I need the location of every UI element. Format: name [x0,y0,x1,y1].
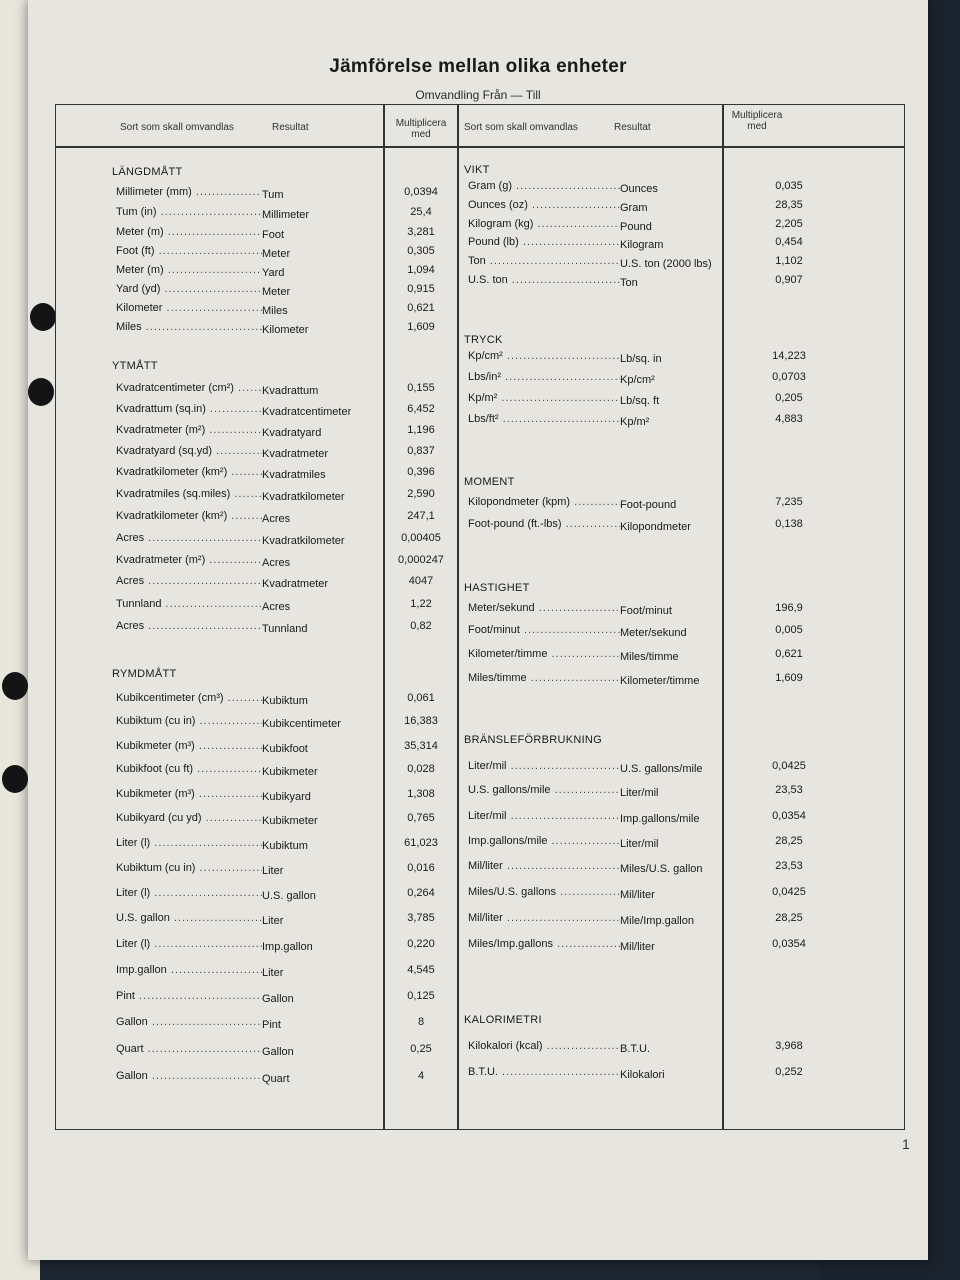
to-unit: Kubiktum [262,695,308,707]
from-unit: Liter/mil ..... [468,810,620,822]
to-unit: Kubikfoot [262,743,308,755]
conversion-row [116,912,283,927]
to-unit: Kilopondmeter [620,521,691,533]
from-unit: Miles/timme ..... [468,672,620,684]
from-unit: B.T.U. ..... [468,1066,620,1078]
multiplier-value: 0,00405 [401,532,441,544]
multiplier-value: 0,25 [410,1043,432,1055]
conversion-row [116,1070,290,1085]
from-unit: Acres ..... [116,620,262,632]
from-unit: Kvadratmeter (m²) ..... [116,424,262,436]
from-unit: U.S. ton ..... [468,274,620,286]
multiplier-value: 0,0354 [772,810,806,822]
to-unit: Foot [262,229,285,241]
punch-hole [30,303,56,331]
multiplier-value: 35,314 [404,740,438,752]
multiplier-value: 0,396 [407,466,435,478]
to-unit: Meter [262,248,291,260]
multiplier-value: 4,883 [775,413,803,425]
from-unit: Kvadratkilometer (km²) ..... [116,510,262,522]
to-unit: Kilometer [262,324,309,336]
multiplier-value: 0,0703 [772,371,806,383]
page-title: Jämförelse mellan olika enheter [329,56,627,77]
to-unit: Kvadratmeter [262,578,329,590]
to-unit: Acres [262,513,291,525]
header-divider [55,146,905,148]
conversion-row [116,938,313,953]
to-unit: Kilogram [620,239,664,251]
conversion-row [116,403,351,418]
conversion-row [116,532,345,547]
conversion-row [468,392,659,407]
conversion-row [116,990,294,1005]
multiplier-value: 4047 [408,575,434,587]
conversion-row [116,488,345,503]
multiplier-value: 0,0354 [772,938,806,950]
conversion-row [116,887,316,902]
conversion-row [468,255,712,270]
conversion-row [116,788,311,803]
from-unit: Liter (l) ..... [116,938,262,950]
multiplier-value: 23,53 [775,860,803,872]
conversion-row [116,862,283,877]
section-title: MOMENT [464,476,515,488]
to-unit: Pound [620,221,652,233]
punch-hole [2,765,28,793]
conversion-row [468,274,638,289]
conversion-row [116,554,290,569]
to-unit: Imp.gallons/mile [620,813,700,825]
header-resultat-left: Resultat [272,122,309,133]
to-unit: Kilokalori [620,1069,665,1081]
punch-hole [28,378,54,406]
multiplier-value: 28,25 [775,835,803,847]
multiplier-value: 0,061 [407,692,435,704]
conversion-row [116,264,284,279]
to-unit: Liter [262,865,284,877]
section-title: BRÄNSLEFÖRBRUKNING [464,734,603,746]
multiplier-value: 3,968 [775,1040,803,1052]
to-unit: Acres [262,601,291,613]
multiplier-value: 1,196 [407,424,435,436]
header-mult-left: Multiplicera med [395,118,447,140]
from-unit: Kubikcentimeter (cm³) ..... [116,692,262,704]
from-unit: Gallon ..... [116,1070,262,1082]
to-unit: Liter/mil [620,838,659,850]
multiplier-value: 1,22 [410,598,432,610]
from-unit: U.S. gallon ..... [116,912,262,924]
from-unit: Kilometer ..... [116,302,262,314]
from-unit: Miles/U.S. gallons ..... [468,886,620,898]
multiplier-value: 4 [417,1070,425,1082]
conversion-row [468,1040,650,1055]
from-unit: Kilometer/timme ..... [468,648,620,660]
multiplier-value: 0,252 [775,1066,803,1078]
to-unit: Kp/cm² [620,374,655,386]
document-page [28,0,928,1260]
from-unit: Liter (l) ..... [116,887,262,899]
to-unit: Kubikcentimeter [262,718,341,730]
conversion-row [468,413,649,428]
to-unit: U.S. ton (2000 lbs) [620,258,712,270]
conversion-row [116,245,290,260]
to-unit: Meter/sekund [620,627,687,639]
from-unit: Tum (in) ..... [116,206,262,218]
conversion-row [116,302,288,317]
to-unit: Ton [620,277,638,289]
multiplier-value: 0,028 [407,763,435,775]
multiplier-value: 8 [417,1016,425,1028]
from-unit: Kvadratcentimeter (cm²) ..... [116,382,262,394]
conversion-row [116,1016,281,1031]
to-unit: B.T.U. [620,1043,650,1055]
multiplier-value: 1,609 [775,672,803,684]
multiplier-value: 1,609 [407,321,435,333]
conversion-row [468,835,659,850]
from-unit: Imp.gallon ..... [116,964,262,976]
from-unit: Yard (yd) ..... [116,283,262,295]
conversion-row [116,763,318,778]
from-unit: Miles/Imp.gallons ..... [468,938,620,950]
multiplier-value: 1,308 [407,788,435,800]
from-unit: Pint ..... [116,990,262,1002]
conversion-row [468,938,655,953]
conversion-row [468,1066,665,1081]
from-unit: Tunnland ..... [116,598,262,610]
to-unit: Kvadratkilometer [262,535,345,547]
from-unit: Kubikmeter (m³) ..... [116,788,262,800]
punch-hole [2,672,28,700]
from-unit: Gallon ..... [116,1016,262,1028]
from-unit: Meter (m) ..... [116,264,262,276]
from-unit: Miles ..... [116,321,262,333]
from-unit: Kilopondmeter (kpm) ..... [468,496,620,508]
from-unit: Foot-pound (ft.-lbs) ..... [468,518,620,530]
conversion-row [116,186,284,201]
to-unit: Quart [262,1073,290,1085]
from-unit: Pound (lb) ..... [468,236,620,248]
conversion-row [116,283,290,298]
conversion-row [468,624,687,639]
multiplier-value: 0,621 [775,648,803,660]
to-unit: Lb/sq. in [620,353,662,365]
to-unit: Acres [262,557,291,569]
from-unit: Mil/liter ..... [468,912,620,924]
from-unit: Lbs/in² ..... [468,371,620,383]
conversion-row [116,598,290,613]
conversion-row [116,424,321,439]
to-unit: Miles/timme [620,651,679,663]
conversion-row [468,760,703,775]
conversion-row [116,692,308,707]
multiplier-value: 0,305 [407,245,435,257]
conversion-row [116,837,308,852]
multiplier-value: 61,023 [404,837,438,849]
to-unit: Kvadratmeter [262,448,329,460]
to-unit: Pint [262,1019,281,1031]
section-title: TRYCK [464,334,503,346]
to-unit: Liter [262,915,284,927]
page-number: 1 [902,1136,910,1152]
column-divider [457,104,459,1130]
conversion-row [116,740,308,755]
to-unit: Kubikmeter [262,815,318,827]
section-title: VIKT [464,164,490,176]
to-unit: Miles [262,305,288,317]
conversion-row [116,964,283,979]
conversion-row [116,321,308,336]
conversion-row [468,784,659,799]
multiplier-value: 0,000247 [398,554,444,566]
from-unit: Kubiktum (cu in) ..... [116,715,262,727]
multiplier-value: 0,016 [407,862,435,874]
from-unit: Acres ..... [116,575,262,587]
multiplier-value: 1,094 [407,264,435,276]
conversion-row [468,236,663,251]
conversion-row [116,382,318,397]
to-unit: Foot/minut [620,605,672,617]
multiplier-value: 16,383 [404,715,438,727]
conversion-row [468,371,655,386]
column-divider [722,104,724,1130]
multiplier-value: 0,035 [775,180,803,192]
from-unit: Kubikmeter (m³) ..... [116,740,262,752]
to-unit: U.S. gallons/mile [620,763,703,775]
conversion-row [468,810,699,825]
section-title: KALORIMETRI [464,1014,542,1026]
header-sort-right: Sort som skall omvandlas [464,122,578,133]
header-resultat-right: Resultat [614,122,651,133]
to-unit: Liter [262,967,284,979]
conversion-row [116,510,290,525]
from-unit: Liter (l) ..... [116,837,262,849]
from-unit: Kvadratkilometer (km²) ..... [116,466,262,478]
multiplier-value: 0,138 [775,518,803,530]
from-unit: Meter (m) ..... [116,226,262,238]
multiplier-value: 0,0425 [772,760,806,772]
to-unit: Yard [262,267,285,279]
section-title: HASTIGHET [464,582,530,594]
multiplier-value: 3,281 [407,226,435,238]
multiplier-value: 2,205 [775,218,803,230]
page-subtitle: Omvandling Från — Till [415,88,541,102]
from-unit: Kilokalori (kcal) ..... [468,1040,620,1052]
to-unit: Tum [262,189,284,201]
to-unit: Miles/U.S. gallon [620,863,703,875]
multiplier-value: 28,25 [775,912,803,924]
conversion-row [116,226,284,241]
multiplier-value: 3,785 [407,912,435,924]
column-divider [383,104,385,1130]
to-unit: Kubiktum [262,840,308,852]
section-title: LÄNGDMÅTT [112,166,183,178]
to-unit: Mil/liter [620,941,655,953]
from-unit: Kvadratmeter (m²) ..... [116,554,262,566]
multiplier-value: 0,454 [775,236,803,248]
from-unit: Millimeter (mm) ..... [116,186,262,198]
header-mult-right: Multiplicera med [731,110,783,132]
from-unit: Gram (g) ..... [468,180,620,192]
to-unit: Kubikyard [262,791,311,803]
conversion-row [468,602,672,617]
conversion-row [468,912,694,927]
multiplier-value: 7,235 [775,496,803,508]
to-unit: Gallon [262,1046,294,1058]
to-unit: Gram [620,202,648,214]
conversion-row [116,715,341,730]
multiplier-value: 196,9 [775,602,803,614]
from-unit: Ton ..... [468,255,620,267]
from-unit: Kp/cm² ..... [468,350,620,362]
from-unit: Imp.gallons/mile ..... [468,835,620,847]
multiplier-value: 0,0394 [404,186,438,198]
multiplier-value: 2,590 [407,488,435,500]
conversion-row [468,648,679,663]
conversion-row [468,350,662,365]
conversion-row [116,812,318,827]
multiplier-value: 0,205 [775,392,803,404]
from-unit: Kilogram (kg) ..... [468,218,620,230]
from-unit: Kubiktum (cu in) ..... [116,862,262,874]
to-unit: Kilometer/timme [620,675,700,687]
multiplier-value: 28,35 [775,199,803,211]
from-unit: Kvadrattum (sq.in) ..... [116,403,262,415]
from-unit: Foot (ft) ..... [116,245,262,257]
from-unit: Meter/sekund ..... [468,602,620,614]
multiplier-value: 0,125 [407,990,435,1002]
section-title: RYMDMÅTT [112,668,177,680]
conversion-row [116,445,328,460]
to-unit: Meter [262,286,291,298]
conversion-row [468,199,648,214]
multiplier-value: 0,765 [407,812,435,824]
to-unit: Ounces [620,183,658,195]
multiplier-value: 23,53 [775,784,803,796]
conversion-row [116,1043,294,1058]
multiplier-value: 25,4 [410,206,432,218]
conversion-row [116,575,328,590]
multiplier-value: 0,155 [407,382,435,394]
multiplier-value: 4,545 [407,964,435,976]
multiplier-value: 0,005 [775,624,803,636]
multiplier-value: 0,907 [775,274,803,286]
to-unit: Mile/Imp.gallon [620,915,694,927]
from-unit: Quart ..... [116,1043,262,1055]
to-unit: Kvadratkilometer [262,491,345,503]
to-unit: Kubikmeter [262,766,318,778]
multiplier-value: 0,837 [407,445,435,457]
to-unit: Liter/mil [620,787,659,799]
to-unit: Kvadratcentimeter [262,406,352,418]
conversion-row [468,496,676,511]
conversion-row [116,206,309,221]
multiplier-value: 14,223 [772,350,806,362]
multiplier-value: 0,220 [407,938,435,950]
to-unit: Gallon [262,993,294,1005]
from-unit: Acres ..... [116,532,262,544]
conversion-row [468,672,699,687]
multiplier-value: 0,915 [407,283,435,295]
to-unit: Millimeter [262,209,310,221]
conversion-row [116,466,326,481]
conversion-row [468,886,655,901]
conversion-row [116,620,307,635]
from-unit: Kp/m² ..... [468,392,620,404]
multiplier-value: 0,0425 [772,886,806,898]
from-unit: Lbs/ft² ..... [468,413,620,425]
to-unit: Lb/sq. ft [620,395,660,407]
to-unit: Kvadrattum [262,385,319,397]
from-unit: Kvadratyard (sq.yd) ..... [116,445,262,457]
from-unit: Ounces (oz) ..... [468,199,620,211]
multiplier-value: 247,1 [407,510,435,522]
multiplier-value: 6,452 [407,403,435,415]
to-unit: Imp.gallon [262,941,313,953]
multiplier-value: 0,82 [410,620,432,632]
to-unit: Foot-pound [620,499,677,511]
multiplier-value: 0,264 [407,887,435,899]
conversion-row [468,218,652,233]
from-unit: U.S. gallons/mile ..... [468,784,620,796]
to-unit: Kvadratmiles [262,469,326,481]
from-unit: Kubikfoot (cu ft) ..... [116,763,262,775]
multiplier-value: 0,621 [407,302,435,314]
from-unit: Foot/minut ..... [468,624,620,636]
from-unit: Kubikyard (cu yd) ..... [116,812,262,824]
to-unit: Mil/liter [620,889,655,901]
from-unit: Kvadratmiles (sq.miles) ..... [116,488,262,500]
to-unit: Kp/m² [620,416,650,428]
from-unit: Liter/mil ..... [468,760,620,772]
header-sort-left: Sort som skall omvandlas [120,122,234,133]
to-unit: Kvadratyard [262,427,322,439]
from-unit: Mil/liter ..... [468,860,620,872]
section-title: YTMÅTT [112,360,158,372]
multiplier-value: 1,102 [775,255,803,267]
conversion-row [468,180,658,195]
to-unit: Tunnland [262,623,308,635]
conversion-row [468,518,691,533]
conversion-row [468,860,703,875]
to-unit: U.S. gallon [262,890,316,902]
